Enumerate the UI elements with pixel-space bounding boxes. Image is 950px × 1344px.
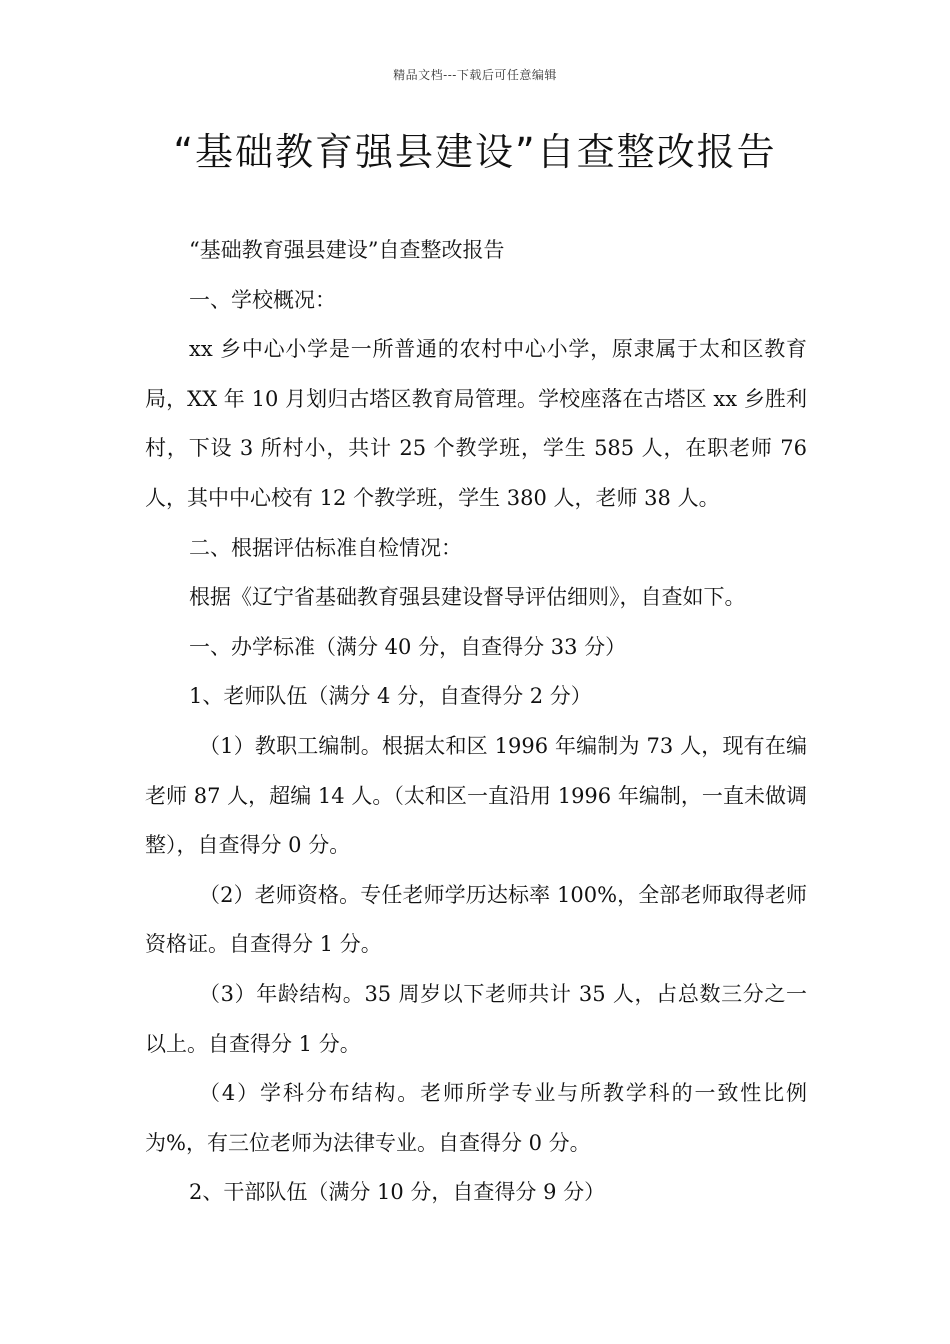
paragraph-item: （4）学科分布结构。老师所学专业与所教学科的一致性比例为%，有三位老师为法律专业。自查得分 0 分。 xyxy=(145,1081,807,1155)
paragraph-school-overview: xx 乡中心小学是一所普通的农村中心小学，原隶属于太和区教育局，XX 年 10 月划归古塔区教育局管理。学校座落在古塔区 xx 乡胜利村，下设 3 所村小，共计 25 个教学班，学生 585 人，在职老师 76 人，其中中心校有 12 个教学班，学生 380 人，老师 38 人。 xyxy=(145,337,807,510)
paragraph-section-heading: 一、学校概况： xyxy=(189,287,336,312)
paragraph-subsection-heading: 1、老师队伍（满分 4 分，自查得分 2 分） xyxy=(189,684,592,709)
paragraph-item: （3）年龄结构。35 周岁以下老师共计 35 人，占总数三分之一以上。自查得分 1 分。 xyxy=(145,981,807,1056)
paragraph-item: （1）教职工编制。根据太和区 1996 年编制为 73 人，现有在编老师 87 人，超编 14 人。（太和区一直沿用 1996 年编制，一直未做调整），自查得分 0 分。 xyxy=(145,733,807,858)
page-header-note: 精品文档---下载后可任意编辑 xyxy=(393,68,557,82)
paragraph-section-heading: 二、根据评估标准自检情况： xyxy=(189,535,462,560)
paragraph-subsection-heading: 一、办学标准（满分 40 分，自查得分 33 分） xyxy=(189,634,627,659)
paragraph-subsection-heading: 2、干部队伍（满分 10 分，自查得分 9 分） xyxy=(189,1180,606,1205)
document-body xyxy=(145,226,807,1218)
document-title: “基础教育强县建设”自查整改报告 xyxy=(173,130,777,174)
paragraph-subtitle: “基础教育强县建设”自查整改报告 xyxy=(189,238,505,262)
paragraph-basis: 根据《辽宁省基础教育强县建设督导评估细则》，自查如下。 xyxy=(189,585,746,610)
paragraph-item: （2）老师资格。专任老师学历达标率 100%，全部老师取得老师资格证。自查得分 1 分。 xyxy=(145,882,807,957)
